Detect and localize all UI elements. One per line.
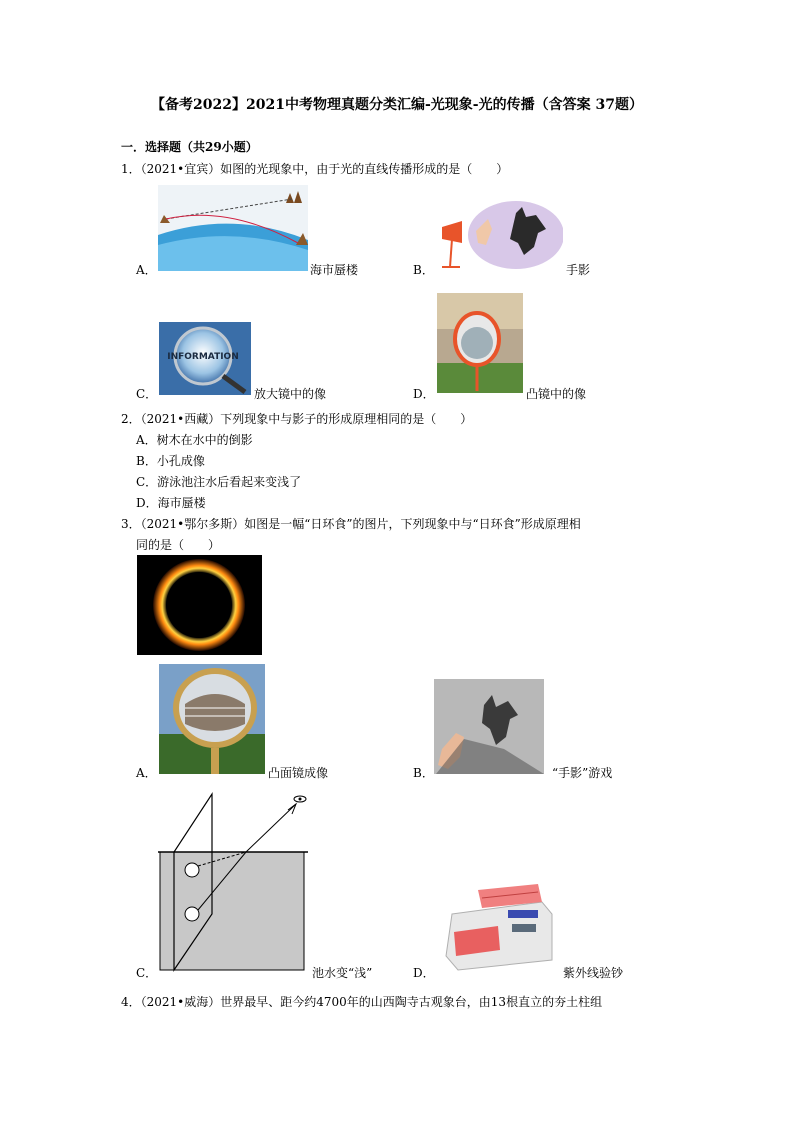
convex-mirror-image bbox=[437, 293, 523, 393]
hand-shadow-game-image bbox=[434, 679, 544, 774]
annular-eclipse-image bbox=[137, 555, 262, 655]
q3-option-a-letter: A． bbox=[136, 766, 157, 780]
page-title: 【备考2022】2021中考物理真题分类汇编-光现象-光的传播（含答案 37题） bbox=[151, 97, 643, 113]
pool-refraction-diagram bbox=[158, 786, 308, 974]
q2-option-d: D．海市蜃楼 bbox=[136, 496, 206, 510]
q2-stem: 2．（2021•西藏）下列现象中与影子的形成原理相同的是（ ） bbox=[121, 412, 473, 426]
q3-stem-line1: 3．（2021•鄂尔多斯）如图是一幅“日环食”的图片，下列现象中与“日环食”形成原理相 bbox=[121, 517, 581, 531]
q1-stem: 1．（2021•宜宾）如图的光现象中，由于光的直线传播形成的是（ ） bbox=[121, 162, 509, 176]
q1-option-c-caption: 放大镜中的像 bbox=[254, 387, 327, 401]
q3-option-d-caption: 紫外线验钞 bbox=[563, 966, 624, 980]
money-counter-image bbox=[438, 880, 558, 975]
mirage-image bbox=[158, 185, 308, 271]
q1-option-a-caption: 海市蜃楼 bbox=[310, 263, 359, 277]
q3-option-d-letter: D． bbox=[413, 966, 435, 980]
q3-option-c-letter: C． bbox=[136, 966, 158, 980]
hand-shadow-image bbox=[436, 199, 563, 271]
q1-option-a-letter: A． bbox=[136, 263, 157, 277]
section-heading: 一．选择题（共29小题） bbox=[121, 140, 258, 154]
q1-option-c-letter: C． bbox=[136, 387, 158, 401]
q3-option-b-letter: B． bbox=[413, 766, 434, 780]
q3-option-a-caption: 凸面镜成像 bbox=[268, 766, 329, 780]
q4-stem-line1: 4．（2021•威海）世界最早、距今约4700年的山西陶寺古观象台，由13根直立的夯土柱组 bbox=[121, 995, 603, 1009]
q1-option-b-letter: B． bbox=[413, 263, 434, 277]
q3-option-c-caption: 池水变“浅” bbox=[312, 966, 373, 980]
q3-option-b-caption: “手影”游戏 bbox=[552, 766, 613, 780]
q1-option-b-caption: 手影 bbox=[566, 263, 591, 277]
q1-option-d-caption: 凸镜中的像 bbox=[526, 387, 587, 401]
q1-option-d-letter: D． bbox=[413, 387, 435, 401]
convex-mirror-post-image bbox=[159, 664, 265, 774]
q2-option-c: C．游泳池注水后看起来变浅了 bbox=[136, 475, 302, 489]
magnifier-text: INFORMATION bbox=[167, 352, 239, 362]
q2-option-b: B．小孔成像 bbox=[136, 454, 205, 468]
q2-option-a: A．树木在水中的倒影 bbox=[136, 433, 253, 447]
magnifier-image bbox=[159, 322, 251, 395]
q3-stem-line2: 同的是（ ） bbox=[136, 538, 221, 552]
